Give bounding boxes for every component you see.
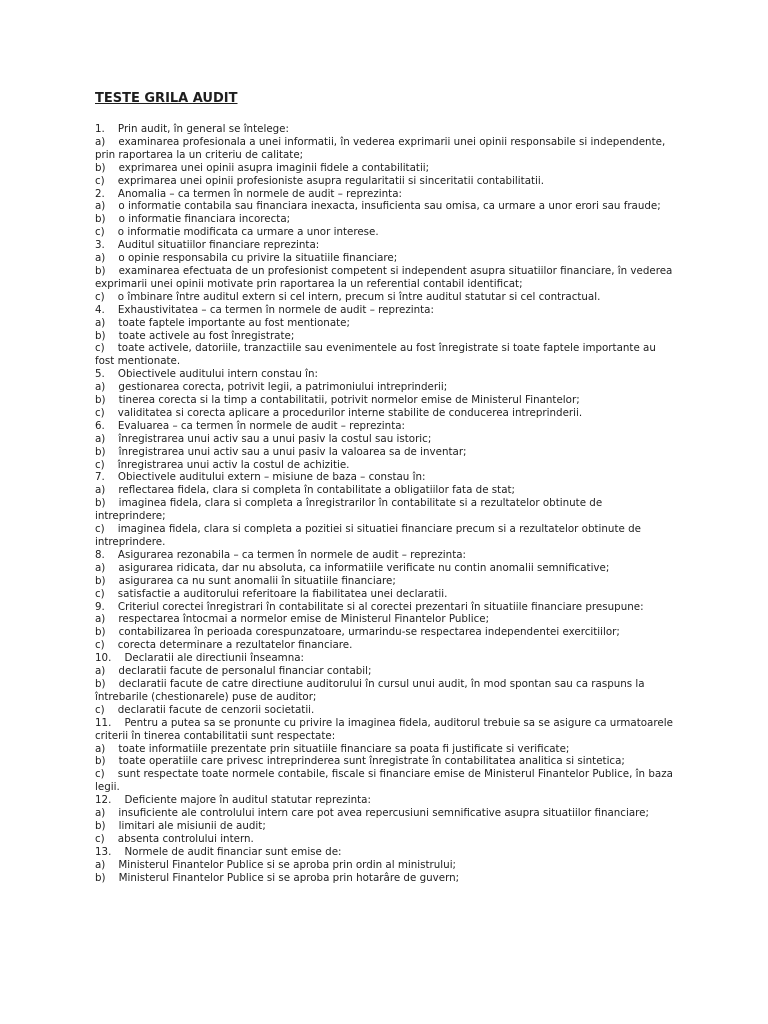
text-line: c) înregistrarea unui activ la costul de achizitie.	[95, 458, 350, 471]
text-line: a) examinarea profesionala a unei informatii, în vederea exprimarii unei opinii responsabile si independente, prin raportarea la un criteriu de calitate;	[95, 135, 669, 161]
text-line: c) sunt respectate toate normele contabile, fiscale si financiare emise de Ministerul Finantelor Publice, în baza legii.	[95, 768, 677, 794]
text-line: b) examinarea efectuata de un profesionist competent si independent asupra situatiilor financiare, în vederea exprimarii unei opinii motivate prin raportarea la un referential contabil identificat;	[95, 264, 676, 290]
document-body	[95, 123, 675, 884]
text-line: b) tinerea corecta si la timp a contabilitatii, potrivit normelor emise de Ministerul Finantelor;	[95, 394, 580, 407]
text-line: b) imaginea fidela, clara si completa a înregistrarilor în contabilitate si a rezultatelor obtinute de intreprindere;	[95, 497, 606, 523]
text-line: c) corecta determinare a rezultatelor financiare.	[95, 639, 353, 652]
text-line: 3. Auditul situatiilor financiare reprezinta:	[95, 239, 320, 252]
text-line: 7. Obiectivele auditului extern – misiune de baza – constau în:	[95, 471, 426, 484]
text-line: 13. Normele de audit financiar sunt emise de:	[95, 845, 342, 858]
text-line: 12. Deficiente majore în auditul statutar reprezinta:	[95, 794, 371, 807]
text-line: 11. Pentru a putea sa se pronunte cu privire la imaginea fidela, auditorul trebuie sa se asigure ca urmatoarele criterii în tinerea contabilitatii sunt respectate:	[95, 716, 677, 742]
text-line: a) Ministerul Finantelor Publice si se aproba prin ordin al ministrului;	[95, 858, 457, 871]
text-line: a) declaratii facute de personalul financiar contabil;	[95, 665, 372, 678]
text-line: b) limitari ale misiunii de audit;	[95, 819, 266, 832]
text-line: a) toate informatiile prezentate prin situatiile financiare sa poata fi justificate si verificate;	[95, 742, 570, 755]
text-line: 5. Obiectivele auditului intern constau în:	[95, 368, 318, 381]
text-line: c) toate activele, datoriile, tranzactiile sau evenimentele au fost înregistrate si toate faptele importante au fost mentionate.	[95, 342, 660, 368]
text-line: 6. Evaluarea – ca termen în normele de audit – reprezinta:	[95, 419, 406, 432]
text-line: a) înregistrarea unui activ sau a unui pasiv la costul sau istoric;	[95, 432, 432, 445]
text-line: b) Ministerul Finantelor Publice si se aproba prin hotarâre de guvern;	[95, 871, 460, 884]
text-line: c) declaratii facute de cenzorii societatii.	[95, 703, 315, 716]
text-line: b) toate operatiile care privesc intreprinderea sunt înregistrate în contabilitatea analitica si sintetica;	[95, 755, 625, 768]
text-line: b) toate activele au fost înregistrate;	[95, 329, 295, 342]
text-line: a) o informatie contabila sau financiara inexacta, insuficienta sau omisa, ca urmare a unor erori sau fraude;	[95, 200, 661, 213]
text-line: a) gestionarea corecta, potrivit legii, a patrimoniului intreprinderii;	[95, 381, 448, 394]
text-line: 1. Prin audit, în general se întelege:	[95, 123, 289, 135]
text-line: b) înregistrarea unui activ sau a unui pasiv la valoarea sa de inventar;	[95, 445, 467, 458]
text-line: c) exprimarea unei opinii profesioniste asupra regularitatii si sinceritatii contabilitatii.	[95, 174, 545, 187]
text-line: 9. Criteriul corectei înregistrari în contabilitate si al corectei prezentari în situatiile financiare presupune:	[95, 600, 644, 613]
text-line: a) o opinie responsabila cu privire la situatiile financiare;	[95, 252, 398, 265]
text-line: b) asigurarea ca nu sunt anomalii în situatiile financiare;	[95, 574, 396, 587]
text-line: b) contabilizarea în perioada corespunzatoare, urmarindu-se respectarea independentei exercitiilor;	[95, 626, 620, 639]
text-line: b) exprimarea unei opinii asupra imaginii fidele a contabilitatii;	[95, 161, 430, 174]
text-line: a) reflectarea fidela, clara si completa în contabilitate a obligatiilor fata de stat;	[95, 484, 516, 497]
text-line: 2. Anomalia – ca termen în normele de audit – reprezinta:	[95, 187, 402, 200]
text-line: c) validitatea si corecta aplicare a procedurilor interne stabilite de conducerea intreprinderii.	[95, 406, 583, 419]
text-line: a) toate faptele importante au fost mentionate;	[95, 316, 350, 329]
document-title: TESTE GRILA AUDIT	[95, 91, 238, 106]
text-line: c) absenta controlului intern.	[95, 832, 254, 845]
text-line: 8. Asigurarea rezonabila – ca termen în normele de audit – reprezinta:	[95, 548, 467, 561]
text-line: c) o îmbinare între auditul extern si cel intern, precum si între auditul statutar si cel contractual.	[95, 290, 601, 303]
text-line: c) imaginea fidela, clara si completa a pozitiei si situatiei financiare precum si a rezultatelor obtinute de intreprindere.	[95, 523, 645, 548]
text-line: b) o informatie financiara incorecta;	[95, 213, 291, 226]
text-line: a) insuficiente ale controlului intern care pot avea repercusiuni semnificative asupra situatiilor financiare;	[95, 807, 649, 820]
text-line: c) satisfactie a auditorului referitoare la fiabilitatea unei declaratii.	[95, 587, 448, 600]
text-line: 10. Declaratii ale directiunii înseamna:	[95, 652, 304, 665]
text-line: 4. Exhaustivitatea – ca termen în normele de audit – reprezinta:	[95, 303, 434, 316]
text-line: a) respectarea întocmai a normelor emise de Ministerul Finantelor Publice;	[95, 613, 490, 626]
text-line: a) asigurarea ridicata, dar nu absoluta, ca informatiile verificate nu contin anomalii semnificative;	[95, 561, 610, 574]
text-line: c) o informatie modificata ca urmare a unor interese.	[95, 226, 379, 239]
text-line: b) declaratii facute de catre directiune auditorului în cursul unui audit, în mod spontan sau ca raspuns la întrebarile (chestionarele) puse de auditor;	[95, 677, 648, 703]
